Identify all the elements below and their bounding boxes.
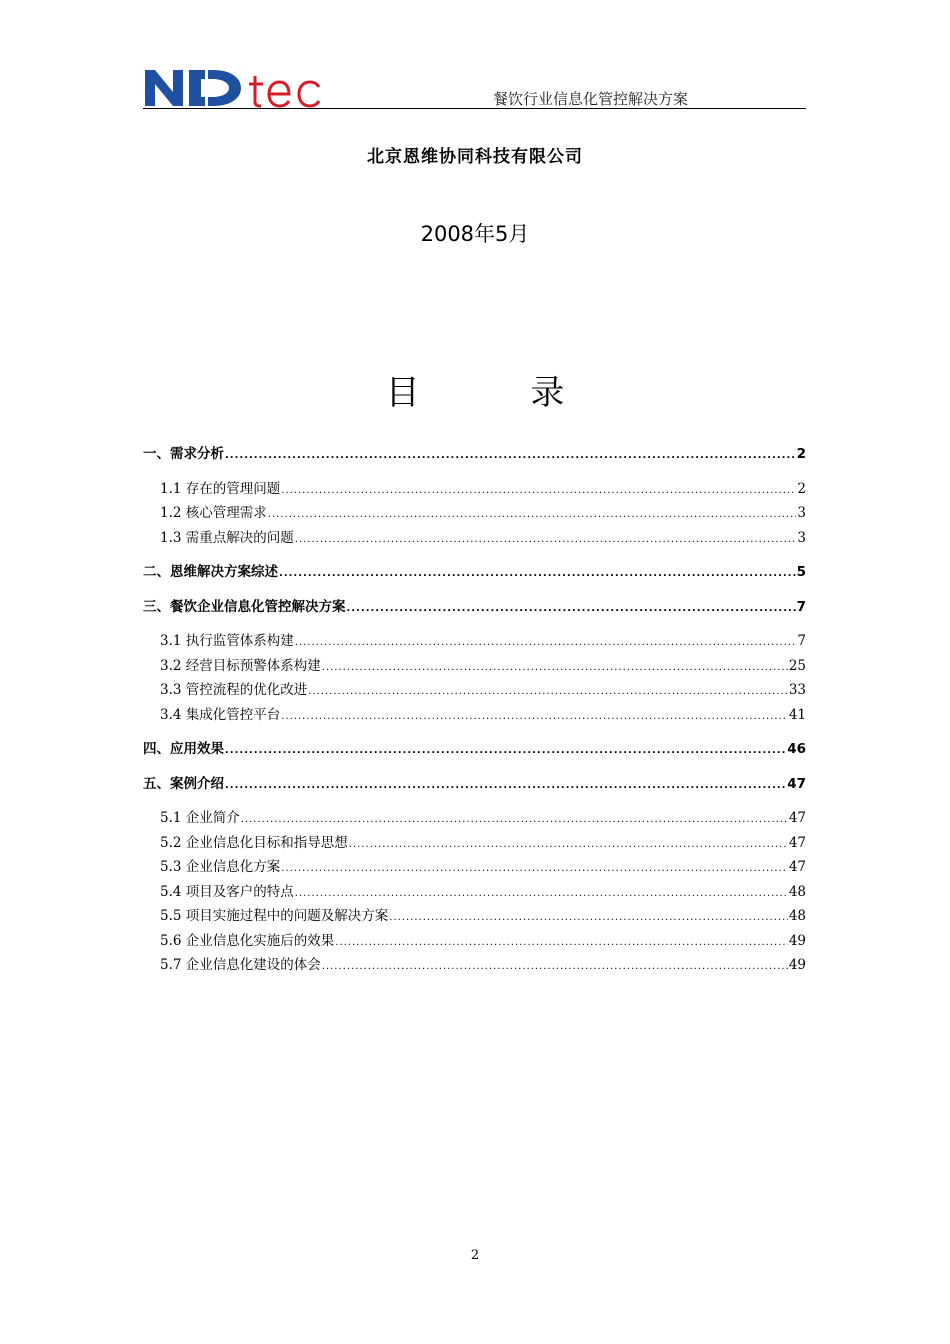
ndtec-logo	[143, 66, 333, 108]
toc-leader-dots	[281, 857, 788, 880]
toc-leader-dots	[279, 562, 796, 585]
toc-entry-page: 47	[788, 859, 806, 875]
toc-section-entry[interactable]	[143, 477, 806, 502]
page-header	[143, 62, 806, 110]
toc-entry-page: 48	[788, 908, 806, 924]
toc-chapter-entry[interactable]	[143, 595, 806, 620]
toc-entry-page: 7	[797, 633, 806, 649]
toc-leader-dots	[241, 808, 788, 831]
toc-section-entry[interactable]	[143, 855, 806, 880]
toc-entry-page: 33	[788, 682, 806, 698]
document-date: 2008年5月	[420, 222, 530, 246]
toc-entry-page: 2	[796, 446, 806, 462]
toc-entry-label: 3.1 执行监管体系构建	[160, 633, 294, 649]
toc-entry-page: 3	[797, 529, 806, 546]
toc-leader-dots	[349, 833, 788, 856]
toc-entry-label: 3.3 管控流程的优化改进	[160, 682, 308, 698]
toc-entry-label: 5.1 企业简介	[160, 810, 240, 826]
toc-heading: 目 录	[385, 373, 615, 413]
toc-section-entry[interactable]	[143, 831, 806, 856]
toc-section-entry[interactable]	[143, 703, 806, 728]
toc-entry-page: 49	[788, 957, 806, 973]
toc-chapter-entry[interactable]	[143, 772, 806, 797]
toc-section-entry[interactable]	[143, 629, 806, 654]
toc-entry-page: 49	[788, 932, 806, 949]
toc-entry-page: 5	[796, 564, 806, 580]
toc-leader-dots	[268, 503, 797, 526]
page-number: 2	[470, 1248, 480, 1263]
toc-entry-label: 5.5 项目实施过程中的问题及解决方案	[160, 908, 389, 924]
toc-section-entry[interactable]	[143, 880, 806, 905]
toc-entry-label: 二、恩维解决方案综述	[143, 564, 278, 580]
toc-leader-dots	[281, 705, 788, 728]
toc-leader-dots	[347, 597, 796, 620]
toc-entry-page: 41	[788, 706, 806, 723]
toc-leader-dots	[322, 955, 788, 978]
document-header-title: 餐饮行业信息化管控解决方案	[492, 90, 688, 108]
toc-section-entry[interactable]	[143, 501, 806, 526]
toc-entry-page: 47	[787, 775, 806, 792]
toc-chapter-entry[interactable]	[143, 560, 806, 585]
company-name: 北京恩维协同科技有限公司	[367, 147, 583, 167]
toc-entry-page: 2	[797, 480, 806, 497]
toc-entry-label: 1.1 存在的管理问题	[160, 480, 281, 497]
toc-entry-label: 1.3 需重点解决的问题	[160, 529, 294, 546]
toc-section-entry[interactable]	[143, 654, 806, 679]
toc-entry-page: 46	[787, 741, 806, 757]
table-of-contents	[143, 442, 806, 978]
toc-section-entry[interactable]	[143, 904, 806, 929]
toc-entry-label: 5.4 项目及客户的特点	[160, 883, 294, 900]
toc-entry-label: 三、餐饮企业信息化管控解决方案	[143, 598, 346, 615]
header-divider	[143, 108, 806, 109]
toc-entry-label: 四、应用效果	[143, 741, 224, 757]
toc-leader-dots	[308, 680, 788, 703]
toc-entry-label: 1.2 核心管理需求	[160, 505, 267, 521]
toc-leader-dots	[225, 774, 786, 797]
toc-entry-page: 25	[788, 657, 806, 674]
toc-entry-page: 48	[788, 883, 806, 900]
toc-leader-dots	[295, 882, 788, 905]
toc-leader-dots	[281, 479, 796, 502]
toc-entry-label: 3.4 集成化管控平台	[160, 706, 281, 723]
toc-section-entry[interactable]	[143, 929, 806, 954]
toc-entry-label: 5.7 企业信息化建设的体会	[160, 957, 321, 973]
toc-entry-page: 47	[788, 834, 806, 851]
toc-section-entry[interactable]	[143, 806, 806, 831]
toc-leader-dots	[389, 906, 788, 929]
toc-entry-page: 7	[796, 598, 806, 615]
toc-section-entry[interactable]	[143, 526, 806, 551]
toc-section-entry[interactable]	[143, 953, 806, 978]
toc-section-entry[interactable]	[143, 678, 806, 703]
toc-leader-dots	[225, 739, 786, 762]
toc-entry-label: 五、案例介绍	[143, 775, 224, 792]
toc-entry-page: 47	[788, 810, 806, 826]
toc-entry-label: 5.6 企业信息化实施后的效果	[160, 932, 335, 949]
toc-entry-label: 5.2 企业信息化目标和指导思想	[160, 834, 348, 851]
toc-entry-label: 3.2 经营目标预警体系构建	[160, 657, 321, 674]
toc-leader-dots	[225, 444, 796, 467]
toc-leader-dots	[322, 656, 788, 679]
toc-entry-page: 3	[797, 505, 806, 521]
toc-leader-dots	[335, 931, 788, 954]
toc-entry-label: 一、需求分析	[143, 446, 224, 462]
toc-chapter-entry[interactable]	[143, 442, 806, 467]
toc-entry-label: 5.3 企业信息化方案	[160, 859, 281, 875]
toc-chapter-entry[interactable]	[143, 737, 806, 762]
toc-leader-dots	[295, 528, 797, 551]
toc-leader-dots	[295, 631, 797, 654]
